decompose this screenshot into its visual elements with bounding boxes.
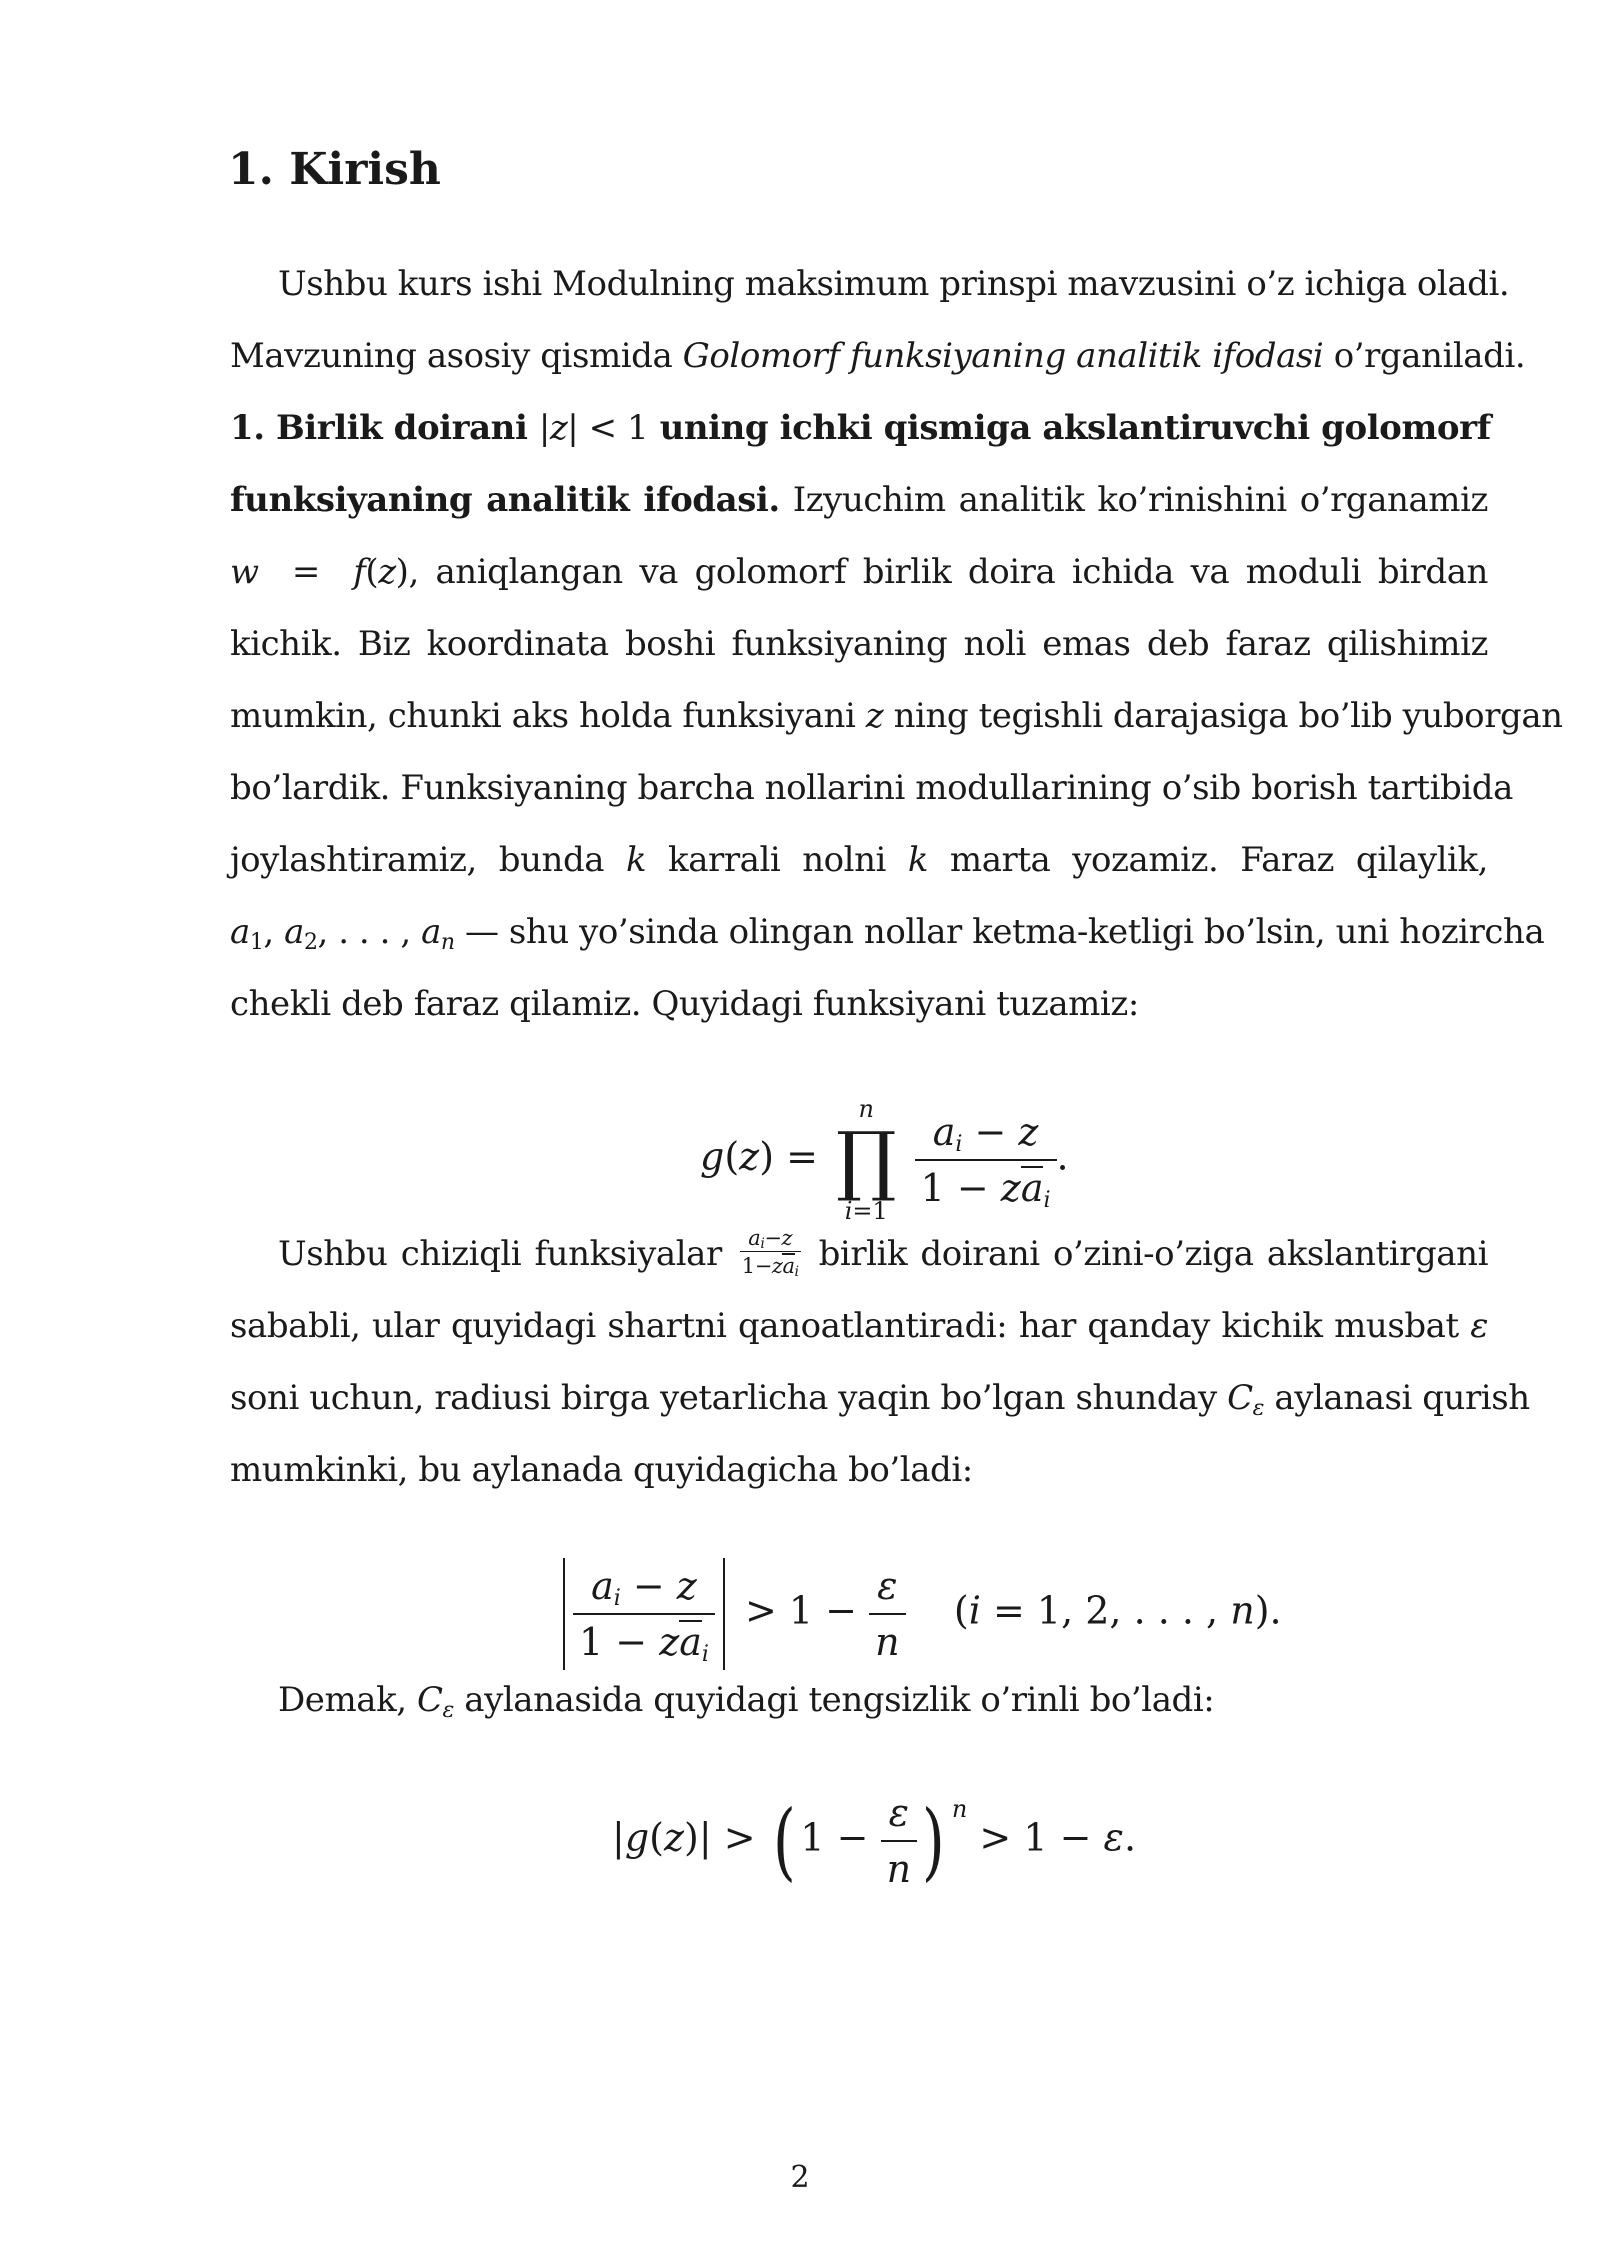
equation-modulus-inequality: $\frac{a_i - z}{1 - za_i}$ > 1 − $\frac{\varepsilon}{n}$ (i = 1, 2, . . . , n). [555,1558,1282,1670]
theorem-heading-line: 1. Birlik doirani |z| < 1 uning ichki qismiga akslantiruvchi golomorf [230,408,1491,448]
paragraph-line: mumkin, chunki aks holda funksiyani z ning tegishli darajasiga bo’lib yuborgan [230,696,1563,736]
inline-fraction: $\frac{a_i-z}{1-za_i}$ [741,1226,799,1280]
paragraph-line: w = f(z), aniqlangan va golomorf birlik doira ichida va moduli birdan [230,552,1488,592]
paragraph-line: Mavzuning asosiy qismida Golomorf funksiyaning analitik ifodasi o’rganiladi. [230,336,1526,376]
inline-math-zeros-sequence: $a_1$, $a_2$, . . . , $a_n$ [230,912,455,955]
paragraph-line: Ushbu chiziqli funksiyalar $\frac{a_i-z}{1-za_i}$ birlik doirani o’zini-o’ziga akslantirgani [278,1226,1488,1280]
inline-math-c-eps: $C_\varepsilon$ [1227,1378,1265,1421]
paragraph-line: funksiyaning analitik ifodasi. Izyuchim analitik ko’rinishini o’rganamiz [230,480,1488,520]
paragraph-line: soni uchun, radiusi birga yetarlicha yaqin bo’lgan shunday $C_\varepsilon$ aylanasi qurish [230,1378,1530,1421]
paragraph-line: chekli deb faraz qilamiz. Quyidagi funksiyani tuzamiz: [230,984,1139,1024]
theorem-heading-end: funksiyaning analitik ifodasi. [230,480,780,520]
paragraph-line: sababli, ular quyidagi shartni qanoatlantiradi: har qanday kichik musbat ε [230,1306,1488,1346]
paragraph-line: Demak, $C_\varepsilon$ aylanasida quyidagi tengsizlik o’rinli bo’ladi: [278,1680,1215,1723]
equation-blaschke-product: g(z) = n ∏ i=1 $\frac{a_i - z}{1 - za_i}$ . [700,1095,1069,1225]
equation-g-lower-bound: |g(z)| > ( 1 − $\frac{\varepsilon}{n}$ ) $^n$ > 1 − ε. [612,1791,1137,1891]
emphasized-phrase: Golomorf funksiyaning analitik ifodasi [682,336,1324,376]
paragraph-line: mumkinki, bu aylanada quyidagicha bo’ladi: [230,1450,973,1490]
inline-math-c-eps: $C_\varepsilon$ [416,1680,454,1723]
section-title: 1. Kirish [228,144,441,195]
inline-math-w-fz: w = f(z), [230,552,419,592]
page-number: 2 [790,2160,810,2195]
paragraph-line: Ushbu kurs ishi Modulning maksimum prinspi mavzusini o’z ichiga oladi. [278,264,1510,304]
paragraph-line: joylashtiramiz, bunda k karrali nolni k marta yozamiz. Faraz qilaylik, [230,840,1488,880]
paragraph-line: bo’lardik. Funksiyaning barcha nollarini modullarining o’sib borish tartibida [230,768,1513,808]
paragraph-line: kichik. Biz koordinata boshi funksiyaning noli emas deb faraz qilishimiz [230,624,1488,664]
paragraph-line: $a_1$, $a_2$, . . . , $a_n$ — shu yo’sinda olingan nollar ketma-ketligi bo’lsin, uni hozircha [230,912,1545,955]
